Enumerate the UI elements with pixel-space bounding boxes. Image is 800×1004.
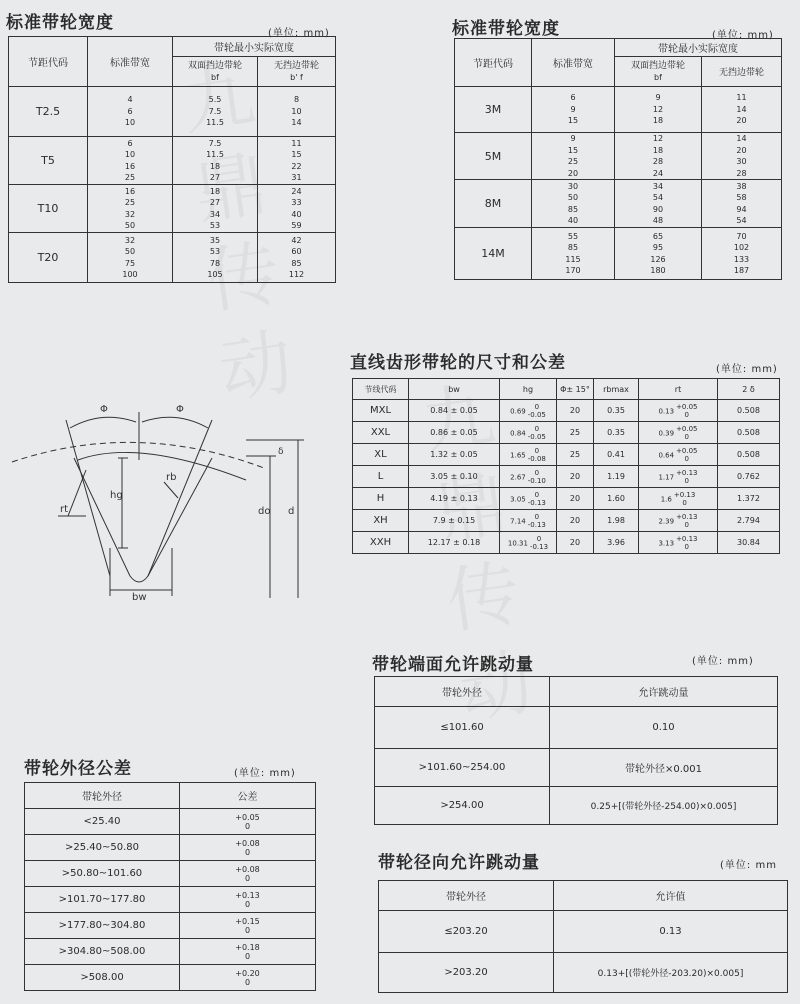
rt-value: 3.13 [658, 539, 675, 547]
table-row [9, 137, 336, 185]
table-row [353, 444, 780, 466]
hg-cell [500, 532, 557, 554]
belt-widths: 6 10 16 25 [88, 137, 173, 185]
header-std-belt-width: 标准带宽 [532, 39, 615, 87]
range-cell: >304.80~508.00 [25, 939, 180, 965]
table-row [455, 87, 782, 133]
delta-value: 0.508 [718, 400, 780, 422]
value-cell: 0.10 [550, 707, 778, 749]
belt-code: H [353, 488, 409, 510]
tol-lower: -0.10 [527, 476, 546, 485]
tol-lower: 0 [244, 873, 251, 883]
delta-value: 30.84 [718, 532, 780, 554]
belt-code: MXL [353, 400, 409, 422]
tolerance-cell [180, 887, 316, 913]
rt-cell [639, 532, 718, 554]
hg-cell [500, 510, 557, 532]
range-cell: >177.80~304.80 [25, 913, 180, 939]
tol-upper: 0 [536, 534, 542, 543]
phi-value: 25 [557, 422, 594, 444]
std-width-title-2: 标准带轮宽度 [452, 19, 560, 39]
tol-upper: +0.13 [676, 468, 698, 477]
tol-upper: 0 [534, 402, 540, 411]
delta-value: 0.508 [718, 444, 780, 466]
phi-value: 20 [557, 488, 594, 510]
pitch-code: T20 [9, 233, 88, 283]
table-row [353, 422, 780, 444]
table-row [25, 835, 316, 861]
belt-widths: 55 85 115 170 [532, 228, 615, 280]
rb-value: 1.19 [594, 466, 639, 488]
tolerance-cell [180, 809, 316, 835]
tol-upper: +0.05 [676, 424, 698, 433]
tol-upper: +0.05 [676, 446, 698, 455]
header-rbmax: rbmax [594, 379, 639, 400]
bw-value: 3.05 ± 0.10 [409, 466, 500, 488]
tol-upper: +0.05 [676, 402, 698, 411]
hg-value: 7.14 [510, 517, 526, 525]
value-cell: 0.13 [554, 911, 788, 953]
tol-lower: -0.13 [529, 542, 549, 551]
rt-cell [639, 422, 718, 444]
range-cell: ≤203.20 [379, 911, 554, 953]
header-double-flange: 双面挡边带轮 bf [615, 57, 702, 87]
tol-lower: 0 [684, 410, 690, 419]
tol-lower: -0.05 [527, 410, 546, 419]
bpf-values: 42 60 85 112 [258, 233, 336, 283]
radial-runout-table [378, 880, 788, 993]
rt-value: 0.39 [658, 429, 675, 437]
table-row [353, 466, 780, 488]
rt-tol [676, 469, 697, 485]
pitch-code: T2.5 [9, 87, 88, 137]
rt-tol [676, 403, 697, 419]
hg-value: 3.05 [510, 495, 526, 503]
tol-lower: 0 [684, 476, 690, 485]
phi-value: 20 [557, 532, 594, 554]
rt-cell [639, 510, 718, 532]
std-width-title-1: 标准带轮宽度 [6, 13, 114, 33]
range-cell: >101.70~177.80 [25, 887, 180, 913]
hg-cell [500, 466, 557, 488]
tol-upper: +0.05 [235, 812, 260, 822]
delta-label: δ [278, 447, 284, 457]
rt-cell [639, 488, 718, 510]
tol-lower: -0.13 [527, 520, 546, 529]
hg-tol [528, 447, 546, 463]
tol-lower: 0 [244, 977, 251, 987]
pitch-code: 14M [455, 228, 532, 280]
std-width-unit-1: (单位: mm) [268, 28, 330, 39]
tol-upper: +0.08 [235, 864, 260, 874]
tolerance-cell [180, 861, 316, 887]
table-row [455, 228, 782, 280]
tol-lower: 0 [684, 520, 690, 529]
tol-lower: -0.08 [527, 454, 546, 463]
rt-label: rt [60, 504, 69, 515]
outer-arc [78, 452, 246, 480]
bpf-values: 11 15 22 31 [258, 137, 336, 185]
tol-upper: +0.18 [235, 942, 260, 952]
do-label: do [258, 506, 271, 517]
belt-widths: 4 6 10 [88, 87, 173, 137]
table-row [25, 887, 316, 913]
phi-value: 20 [557, 510, 594, 532]
rt-tol [676, 535, 697, 551]
rt-cell [639, 444, 718, 466]
rb-value: 0.35 [594, 422, 639, 444]
header-2delta: 2 δ [718, 379, 780, 400]
std-width-unit-2: (单位: mm) [712, 30, 774, 41]
radial-runout-title: 带轮径向允许跳动量 [378, 853, 540, 873]
tol-lower: 0 [684, 542, 690, 551]
table-row [353, 488, 780, 510]
radial-runout-unit: (单位: mm [720, 860, 777, 871]
header-code: 节线代码 [353, 379, 409, 400]
rt-tol [676, 425, 697, 441]
hg-tol [528, 491, 546, 507]
pitch-code: 8M [455, 180, 532, 228]
rt-value: 0.64 [658, 451, 675, 459]
tol-lower: 0 [684, 432, 690, 441]
std-width-table-2 [454, 38, 782, 280]
tol-upper: +0.13 [676, 512, 698, 521]
header-no-flange: 无挡边带轮 b' f [258, 57, 336, 87]
tol-upper: +0.13 [676, 534, 698, 543]
table-row [375, 707, 778, 749]
header-hg: hg [500, 379, 557, 400]
tol-lower: 0 [244, 821, 251, 831]
hg-tol [528, 513, 546, 529]
rt-tol [676, 447, 697, 463]
header-bw: bw [409, 379, 500, 400]
rt-tol [676, 513, 697, 529]
range-cell: >254.00 [375, 787, 550, 825]
belt-widths: 6 9 15 [532, 87, 615, 133]
table-row [379, 953, 788, 993]
bf-values: 12 18 28 24 [615, 133, 702, 180]
bpf-values: 14 20 30 28 [702, 133, 782, 180]
bpf-values: 24 33 40 59 [258, 185, 336, 233]
phi-label-left: Φ [100, 404, 108, 415]
table-row [375, 749, 778, 787]
header-min-width: 带轮最小实际宽度 [615, 39, 782, 57]
tooth-table-title: 直线齿形带轮的尺寸和公差 [350, 353, 566, 373]
range-cell: <25.40 [25, 809, 180, 835]
rb-value: 3.96 [594, 532, 639, 554]
phi-value: 20 [557, 400, 594, 422]
bw-value: 1.32 ± 0.05 [409, 444, 500, 466]
belt-widths: 32 50 75 100 [88, 233, 173, 283]
belt-code: XH [353, 510, 409, 532]
table-row [25, 939, 316, 965]
bf-values: 5.5 7.5 11.5 [173, 87, 258, 137]
belt-code: XL [353, 444, 409, 466]
hg-value: 1.65 [510, 451, 526, 459]
rb-label: rb [166, 472, 177, 483]
bpf-values: 38 58 94 54 [702, 180, 782, 228]
hg-tol [528, 469, 546, 485]
value-cell: 0.13+[(带轮外径-203.20)×0.005] [554, 953, 788, 993]
bf-values: 35 53 78 105 [173, 233, 258, 283]
tol-upper: 0 [534, 490, 540, 499]
tolerance-cell [180, 913, 316, 939]
bw-value: 0.86 ± 0.05 [409, 422, 500, 444]
table-row [9, 87, 336, 137]
table-row [9, 185, 336, 233]
od-tolerance-title: 带轮外径公差 [24, 759, 132, 779]
header-min-width: 带轮最小实际宽度 [173, 37, 336, 57]
tol-upper: +0.15 [235, 916, 260, 926]
table-row [25, 913, 316, 939]
belt-code: XXL [353, 422, 409, 444]
tolerance-cell [180, 965, 316, 991]
delta-value: 1.372 [718, 488, 780, 510]
rb-value: 0.35 [594, 400, 639, 422]
delta-value: 0.762 [718, 466, 780, 488]
od-tolerance-table [24, 782, 316, 991]
table-row [353, 532, 780, 554]
header-phi: Φ± 15° [557, 379, 594, 400]
pitch-code: T10 [9, 185, 88, 233]
belt-code: L [353, 466, 409, 488]
header-outer-diameter: 带轮外径 [379, 881, 554, 911]
tol-lower: 0 [682, 498, 687, 507]
header-pitch-code: 节距代码 [9, 37, 88, 87]
bw-value: 12.17 ± 0.18 [409, 532, 500, 554]
hg-value: 10.31 [507, 539, 528, 547]
tooth-table-unit: (单位: mm) [716, 364, 778, 375]
header-tolerance: 公差 [180, 783, 316, 809]
bw-value: 7.9 ± 0.15 [409, 510, 500, 532]
tooth-profile-diagram [6, 398, 306, 628]
face-runout-table [374, 676, 778, 825]
tooth-dimension-table [352, 378, 780, 554]
pitch-line [12, 442, 264, 468]
header-allowed-value: 允许值 [554, 881, 788, 911]
rt-value: 0.13 [658, 407, 675, 415]
belt-code: XXH [353, 532, 409, 554]
bf-values: 9 12 18 [615, 87, 702, 133]
rt-cell [639, 400, 718, 422]
table-row [25, 809, 316, 835]
rt-value: 1.17 [658, 473, 675, 481]
bpf-values: 70 102 133 187 [702, 228, 782, 280]
std-width-table-1 [8, 36, 336, 283]
table-row [25, 861, 316, 887]
header-no-flange: 无挡边带轮 [702, 57, 782, 87]
hg-tol [530, 535, 548, 551]
tol-upper: 0 [534, 446, 540, 455]
face-runout-unit: (单位: mm) [692, 656, 754, 667]
range-cell: >25.40~50.80 [25, 835, 180, 861]
rb-value: 1.60 [594, 488, 639, 510]
delta-value: 2.794 [718, 510, 780, 532]
hg-cell [500, 400, 557, 422]
rt-tol [674, 491, 695, 507]
tolerance-cell [180, 835, 316, 861]
tolerance-cell [180, 939, 316, 965]
rb-value: 0.41 [594, 444, 639, 466]
bpf-values: 8 10 14 [258, 87, 336, 137]
rt-cell [639, 466, 718, 488]
hg-cell [500, 488, 557, 510]
belt-widths: 30 50 85 40 [532, 180, 615, 228]
tol-upper: 0 [534, 468, 540, 477]
header-double-flange: 双面挡边带轮 bf [173, 57, 258, 87]
tol-lower: 0 [244, 951, 251, 961]
header-std-belt-width: 标准带宽 [88, 37, 173, 87]
bf-values: 18 27 34 53 [173, 185, 258, 233]
d-label: d [288, 506, 295, 517]
table-row [353, 400, 780, 422]
bf-values: 7.5 11.5 18 27 [173, 137, 258, 185]
bw-label: bw [132, 592, 147, 603]
hg-tol [528, 403, 546, 419]
delta-value: 0.508 [718, 422, 780, 444]
phi-value: 20 [557, 466, 594, 488]
header-pitch-code: 节距代码 [455, 39, 532, 87]
hg-tol [528, 425, 546, 441]
face-runout-title: 带轮端面允许跳动量 [372, 655, 534, 675]
belt-widths: 16 25 32 50 [88, 185, 173, 233]
tol-lower: 0 [684, 454, 690, 463]
value-cell: 0.25+[(带轮外径-254.00)×0.005] [550, 787, 778, 825]
bw-value: 0.84 ± 0.05 [409, 400, 500, 422]
tol-upper: 0 [534, 512, 540, 521]
header-outer-diameter: 带轮外径 [25, 783, 180, 809]
bf-values: 65 95 126 180 [615, 228, 702, 280]
range-cell: >50.80~101.60 [25, 861, 180, 887]
rt-value: 2.39 [658, 517, 675, 525]
tol-lower: -0.13 [527, 498, 546, 507]
phi-label-right: Φ [176, 404, 184, 415]
bw-value: 4.19 ± 0.13 [409, 488, 500, 510]
hg-value: 0.84 [510, 429, 526, 437]
tol-lower: 0 [244, 899, 251, 909]
range-cell: ≤101.60 [375, 707, 550, 749]
belt-widths: 9 15 25 20 [532, 133, 615, 180]
pitch-code: 5M [455, 133, 532, 180]
rb-value: 1.98 [594, 510, 639, 532]
table-row [9, 233, 336, 283]
tol-lower: 0 [244, 925, 251, 935]
tol-upper: +0.20 [235, 968, 260, 978]
bpf-values: 11 14 20 [702, 87, 782, 133]
tol-upper: +0.13 [235, 890, 260, 900]
header-outer-diameter: 带轮外径 [375, 677, 550, 707]
bf-values: 34 54 90 48 [615, 180, 702, 228]
table-row [379, 911, 788, 953]
hg-cell [500, 422, 557, 444]
pitch-code: 3M [455, 87, 532, 133]
rt-value: 1.6 [660, 495, 672, 503]
range-cell: >508.00 [25, 965, 180, 991]
hg-cell [500, 444, 557, 466]
od-tolerance-unit: (单位: mm) [234, 768, 296, 779]
header-allowed-runout: 允许跳动量 [550, 677, 778, 707]
pitch-code: T5 [9, 137, 88, 185]
tol-lower: -0.05 [527, 432, 546, 441]
hg-value: 2.67 [510, 473, 526, 481]
hg-value: 0.69 [510, 407, 526, 415]
phi-value: 25 [557, 444, 594, 466]
tol-upper: +0.08 [235, 838, 260, 848]
table-row [25, 965, 316, 991]
table-row [375, 787, 778, 825]
table-row [455, 133, 782, 180]
range-cell: >203.20 [379, 953, 554, 993]
range-cell: >101.60~254.00 [375, 749, 550, 787]
tol-upper: 0 [534, 424, 540, 433]
table-row [353, 510, 780, 532]
hg-label: hg [110, 490, 123, 501]
header-rt: rt [639, 379, 718, 400]
value-cell: 带轮外径×0.001 [550, 749, 778, 787]
tol-upper: +0.13 [673, 490, 696, 499]
table-row [455, 180, 782, 228]
tol-lower: 0 [244, 847, 251, 857]
